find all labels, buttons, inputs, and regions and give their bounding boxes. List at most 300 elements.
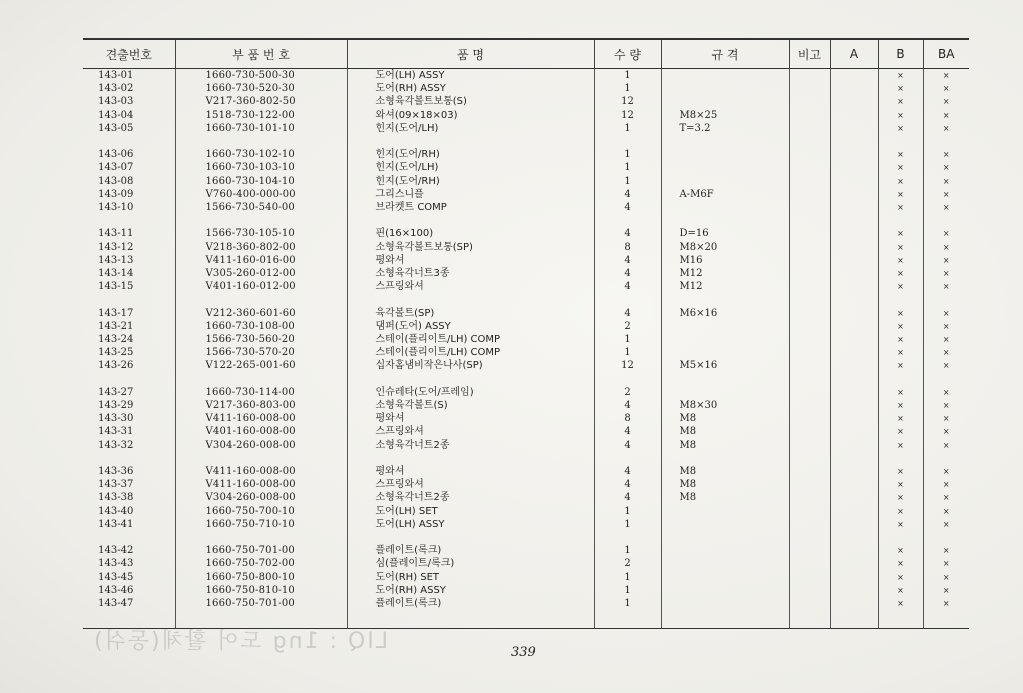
part-number: 1566-730-560-20: [175, 333, 347, 346]
model-b-mark: ×: [878, 161, 923, 174]
table-row: [83, 161, 969, 174]
part-number: V304-260-008-00: [175, 439, 347, 452]
model-b-mark: ×: [878, 122, 923, 135]
model-ba-mark: ×: [923, 425, 969, 438]
model-ba-mark: [923, 373, 969, 386]
specification: [661, 505, 789, 518]
model-a-mark: [830, 135, 878, 148]
remark: [789, 214, 830, 227]
table-row: [83, 584, 969, 597]
part-name: 그리스니플: [347, 188, 594, 201]
header-qty: 수 량: [594, 39, 661, 69]
specification: M8: [661, 425, 789, 438]
page-number: 339: [511, 645, 536, 660]
model-ba-mark: [923, 610, 969, 629]
part-name: 힌지(도어/LH): [347, 161, 594, 174]
quantity: [594, 293, 661, 306]
part-number: 1660-750-701-00: [175, 597, 347, 610]
part-name: 스프링와셔: [347, 478, 594, 491]
remark: [789, 597, 830, 610]
remark: [789, 571, 830, 584]
row-number: 143-47: [98, 598, 134, 610]
remark: [789, 333, 830, 346]
model-b-mark: [878, 293, 923, 306]
row-number: 143-27: [98, 386, 134, 398]
remark: [789, 227, 830, 240]
part-name: 평와셔: [347, 254, 594, 267]
model-a-mark: [830, 597, 878, 610]
quantity: 4: [594, 280, 661, 293]
model-b-mark: ×: [878, 571, 923, 584]
remark: [789, 109, 830, 122]
row-number: [83, 452, 175, 465]
row-number: 143-15: [98, 281, 134, 293]
model-b-mark: ×: [878, 69, 923, 83]
quantity: 4: [594, 307, 661, 320]
table-spacer-row: [83, 214, 969, 227]
part-name: 소형육각너트2종: [347, 491, 594, 504]
row-number: 143-24: [98, 334, 134, 346]
specification: [661, 161, 789, 174]
specification: [661, 597, 789, 610]
model-a-mark: [830, 425, 878, 438]
row-number: 143-45: [98, 571, 134, 583]
row-number: 143-04: [98, 109, 134, 121]
table-spacer-row: [83, 531, 969, 544]
remark: [789, 425, 830, 438]
remark: [789, 518, 830, 531]
model-ba-mark: [923, 293, 969, 306]
model-ba-mark: [923, 531, 969, 544]
part-number: V401-160-012-00: [175, 280, 347, 293]
model-b-mark: ×: [878, 188, 923, 201]
quantity: 8: [594, 241, 661, 254]
table-row: [83, 399, 969, 412]
table-row: [83, 557, 969, 570]
bleed-through-text: LIQ : 1ng 도어 활체(동쉬): [92, 629, 389, 654]
part-name: 플레이트(록크): [347, 597, 594, 610]
quantity: 12: [594, 109, 661, 122]
model-ba-mark: ×: [923, 597, 969, 610]
specification: M8×20: [661, 241, 789, 254]
table-row: [83, 320, 969, 333]
table-row: [83, 491, 969, 504]
model-ba-mark: ×: [923, 505, 969, 518]
quantity: [594, 531, 661, 544]
table-row: [83, 122, 969, 135]
part-name: 힌지(도어/LH): [347, 122, 594, 135]
model-b-mark: ×: [878, 346, 923, 359]
part-name: 십자홈냄비작은나사(SP): [347, 359, 594, 372]
part-name: [347, 373, 594, 386]
specification: [661, 175, 789, 188]
part-name: [347, 610, 594, 629]
part-number: V218-360-802-00: [175, 241, 347, 254]
specification: M6×16: [661, 307, 789, 320]
remark: [789, 161, 830, 174]
remark: [789, 307, 830, 320]
header-a: A: [830, 39, 878, 69]
part-name: 인슈레타(도어/프레임): [347, 386, 594, 399]
model-a-mark: [830, 280, 878, 293]
row-number: 143-07: [98, 162, 134, 174]
table-header-row: [83, 39, 969, 69]
specification: [661, 518, 789, 531]
model-a-mark: [830, 465, 878, 478]
model-a-mark: [830, 109, 878, 122]
row-number: 143-46: [98, 584, 134, 596]
quantity: 1: [594, 148, 661, 161]
part-number: 1660-750-701-00: [175, 544, 347, 557]
part-number: V401-160-008-00: [175, 425, 347, 438]
part-number: 1566-730-105-10: [175, 227, 347, 240]
row-number: [83, 293, 175, 306]
part-name: 스프링와셔: [347, 425, 594, 438]
part-number: 1660-750-710-10: [175, 518, 347, 531]
table-row: [83, 346, 969, 359]
part-name: 힌지(도어/RH): [347, 148, 594, 161]
remark: [789, 82, 830, 95]
part-number: [175, 452, 347, 465]
part-name: 도어(LH) ASSY: [347, 69, 594, 83]
part-name: 소형육각볼트보통(SP): [347, 241, 594, 254]
model-ba-mark: ×: [923, 69, 969, 83]
specification: [661, 610, 789, 629]
remark: [789, 175, 830, 188]
model-b-mark: ×: [878, 227, 923, 240]
remark: [789, 399, 830, 412]
model-a-mark: [830, 399, 878, 412]
model-ba-mark: ×: [923, 544, 969, 557]
table-body: [83, 69, 969, 629]
part-name: 심(플레이트/록크): [347, 557, 594, 570]
model-b-mark: ×: [878, 439, 923, 452]
quantity: 4: [594, 399, 661, 412]
row-number: [83, 531, 175, 544]
model-a-mark: [830, 227, 878, 240]
quantity: 4: [594, 188, 661, 201]
specification: [661, 571, 789, 584]
header-b: B: [878, 39, 923, 69]
specification: M5×16: [661, 359, 789, 372]
part-number: V411-160-008-00: [175, 465, 347, 478]
model-b-mark: ×: [878, 280, 923, 293]
model-a-mark: [830, 518, 878, 531]
quantity: 4: [594, 254, 661, 267]
table-row: [83, 227, 969, 240]
quantity: 4: [594, 491, 661, 504]
model-ba-mark: ×: [923, 241, 969, 254]
specification: T=3.2: [661, 122, 789, 135]
specification: [661, 95, 789, 108]
model-ba-mark: [923, 135, 969, 148]
quantity: 1: [594, 346, 661, 359]
model-b-mark: ×: [878, 557, 923, 570]
row-number: 143-38: [98, 492, 134, 504]
specification: [661, 557, 789, 570]
row-number: 143-08: [98, 175, 134, 187]
model-b-mark: [878, 373, 923, 386]
row-number: 143-14: [98, 268, 134, 280]
specification: [661, 346, 789, 359]
model-a-mark: [830, 254, 878, 267]
remark: [789, 478, 830, 491]
model-a-mark: [830, 82, 878, 95]
specification: [661, 201, 789, 214]
model-a-mark: [830, 241, 878, 254]
quantity: 1: [594, 69, 661, 83]
model-ba-mark: ×: [923, 359, 969, 372]
specification: M8×25: [661, 109, 789, 122]
model-ba-mark: ×: [923, 465, 969, 478]
part-number: V760-400-000-00: [175, 188, 347, 201]
remark: [789, 148, 830, 161]
part-name: 플레이트(록크): [347, 544, 594, 557]
quantity: 4: [594, 267, 661, 280]
specification: M8: [661, 465, 789, 478]
table-row: [83, 412, 969, 425]
quantity: 1: [594, 544, 661, 557]
table-row: [83, 188, 969, 201]
model-ba-mark: ×: [923, 320, 969, 333]
model-a-mark: [830, 544, 878, 557]
specification: M8: [661, 412, 789, 425]
row-number: 143-32: [98, 439, 134, 451]
parts-table: [83, 38, 969, 629]
model-b-mark: ×: [878, 201, 923, 214]
model-a-mark: [830, 307, 878, 320]
model-b-mark: ×: [878, 505, 923, 518]
specification: M8×30: [661, 399, 789, 412]
model-a-mark: [830, 122, 878, 135]
row-number: 143-36: [98, 466, 134, 478]
quantity: 1: [594, 175, 661, 188]
model-ba-mark: ×: [923, 280, 969, 293]
row-number: 143-11: [98, 228, 134, 240]
specification: M8: [661, 491, 789, 504]
model-b-mark: [878, 531, 923, 544]
model-b-mark: ×: [878, 175, 923, 188]
model-b-mark: ×: [878, 478, 923, 491]
part-name: 소형육각볼트(S): [347, 399, 594, 412]
part-number: 1660-750-810-10: [175, 584, 347, 597]
row-number: 143-13: [98, 254, 134, 266]
part-name: 육각볼트(SP): [347, 307, 594, 320]
model-ba-mark: ×: [923, 571, 969, 584]
model-b-mark: ×: [878, 320, 923, 333]
remark: [789, 280, 830, 293]
part-number: 1660-750-700-10: [175, 505, 347, 518]
part-number: V304-260-008-00: [175, 491, 347, 504]
part-number: V411-160-008-00: [175, 412, 347, 425]
model-ba-mark: ×: [923, 267, 969, 280]
model-a-mark: [830, 214, 878, 227]
table-row: [83, 571, 969, 584]
quantity: 12: [594, 359, 661, 372]
specification: [661, 373, 789, 386]
model-ba-mark: ×: [923, 227, 969, 240]
part-number: 1660-750-800-10: [175, 571, 347, 584]
model-a-mark: [830, 557, 878, 570]
table-row: [83, 109, 969, 122]
remark: [789, 359, 830, 372]
quantity: [594, 452, 661, 465]
part-number: 1566-730-540-00: [175, 201, 347, 214]
part-number: [175, 610, 347, 629]
table-row: [83, 333, 969, 346]
part-name: 도어(RH) ASSY: [347, 82, 594, 95]
parts-list-sheet: [83, 38, 969, 628]
remark: [789, 122, 830, 135]
model-ba-mark: ×: [923, 201, 969, 214]
row-number: 143-09: [98, 188, 134, 200]
model-b-mark: ×: [878, 412, 923, 425]
row-number: 143-10: [98, 202, 134, 214]
model-a-mark: [830, 610, 878, 629]
model-ba-mark: ×: [923, 333, 969, 346]
quantity: 4: [594, 425, 661, 438]
remark: [789, 544, 830, 557]
specification: [661, 135, 789, 148]
header-remark: 비고: [789, 39, 830, 69]
model-b-mark: ×: [878, 491, 923, 504]
part-name: 도어(LH) SET: [347, 505, 594, 518]
part-number: 1660-730-520-30: [175, 82, 347, 95]
model-a-mark: [830, 359, 878, 372]
table-spacer-row: [83, 610, 969, 629]
row-number: 143-21: [98, 320, 134, 332]
model-a-mark: [830, 267, 878, 280]
model-a-mark: [830, 320, 878, 333]
remark: [789, 465, 830, 478]
part-number: 1660-730-108-00: [175, 320, 347, 333]
part-name: [347, 214, 594, 227]
quantity: 4: [594, 478, 661, 491]
model-ba-mark: ×: [923, 82, 969, 95]
row-number: 143-43: [98, 558, 134, 570]
quantity: 2: [594, 557, 661, 570]
part-number: V411-160-008-00: [175, 478, 347, 491]
specification: [661, 584, 789, 597]
quantity: 1: [594, 333, 661, 346]
remark: [789, 531, 830, 544]
model-b-mark: ×: [878, 241, 923, 254]
part-number: 1660-750-702-00: [175, 557, 347, 570]
model-b-mark: [878, 214, 923, 227]
model-b-mark: ×: [878, 465, 923, 478]
part-number: 1518-730-122-00: [175, 109, 347, 122]
part-name: 소형육각볼트보통(S): [347, 95, 594, 108]
table-row: [83, 201, 969, 214]
quantity: 4: [594, 439, 661, 452]
quantity: 1: [594, 122, 661, 135]
part-number: [175, 135, 347, 148]
part-number: V212-360-601-60: [175, 307, 347, 320]
model-b-mark: ×: [878, 518, 923, 531]
model-b-mark: [878, 135, 923, 148]
table-row: [83, 597, 969, 610]
model-ba-mark: ×: [923, 412, 969, 425]
header-no: 견출번호: [83, 39, 175, 69]
model-a-mark: [830, 148, 878, 161]
part-name: 소형육각너트2종: [347, 439, 594, 452]
table-row: [83, 359, 969, 372]
table-row: [83, 425, 969, 438]
model-a-mark: [830, 584, 878, 597]
part-name: 도어(RH) ASSY: [347, 584, 594, 597]
part-name: 도어(LH) ASSY: [347, 518, 594, 531]
model-a-mark: [830, 175, 878, 188]
model-b-mark: [878, 610, 923, 629]
table-row: [83, 505, 969, 518]
model-b-mark: ×: [878, 148, 923, 161]
quantity: [594, 373, 661, 386]
model-b-mark: ×: [878, 544, 923, 557]
quantity: 12: [594, 95, 661, 108]
part-number: [175, 531, 347, 544]
remark: [789, 491, 830, 504]
model-ba-mark: ×: [923, 518, 969, 531]
model-ba-mark: [923, 452, 969, 465]
specification: M12: [661, 280, 789, 293]
specification: M16: [661, 254, 789, 267]
quantity: 1: [594, 161, 661, 174]
model-b-mark: ×: [878, 95, 923, 108]
remark: [789, 610, 830, 629]
quantity: 4: [594, 465, 661, 478]
row-number: 143-29: [98, 400, 134, 412]
row-number: 143-03: [98, 96, 134, 108]
quantity: 2: [594, 386, 661, 399]
part-number: [175, 373, 347, 386]
quantity: 1: [594, 571, 661, 584]
model-b-mark: ×: [878, 267, 923, 280]
specification: [661, 531, 789, 544]
model-a-mark: [830, 161, 878, 174]
row-number: 143-05: [98, 122, 134, 134]
table-row: [83, 82, 969, 95]
specification: D=16: [661, 227, 789, 240]
row-number: 143-25: [98, 347, 134, 359]
table-spacer-row: [83, 293, 969, 306]
model-a-mark: [830, 95, 878, 108]
model-ba-mark: ×: [923, 399, 969, 412]
table-row: [83, 254, 969, 267]
specification: A-M6F: [661, 188, 789, 201]
model-a-mark: [830, 201, 878, 214]
row-number: 143-40: [98, 505, 134, 517]
model-b-mark: ×: [878, 307, 923, 320]
row-number: 143-06: [98, 149, 134, 161]
header-ba: BA: [923, 39, 969, 69]
header-spec: 규 격: [661, 39, 789, 69]
model-a-mark: [830, 293, 878, 306]
specification: [661, 452, 789, 465]
model-ba-mark: ×: [923, 307, 969, 320]
model-ba-mark: ×: [923, 557, 969, 570]
remark: [789, 557, 830, 570]
model-b-mark: ×: [878, 584, 923, 597]
part-number: 1566-730-570-20: [175, 346, 347, 359]
row-number: [83, 214, 175, 227]
model-ba-mark: ×: [923, 122, 969, 135]
model-ba-mark: ×: [923, 439, 969, 452]
remark: [789, 452, 830, 465]
specification: [661, 386, 789, 399]
remark: [789, 241, 830, 254]
table-row: [83, 544, 969, 557]
model-a-mark: [830, 412, 878, 425]
